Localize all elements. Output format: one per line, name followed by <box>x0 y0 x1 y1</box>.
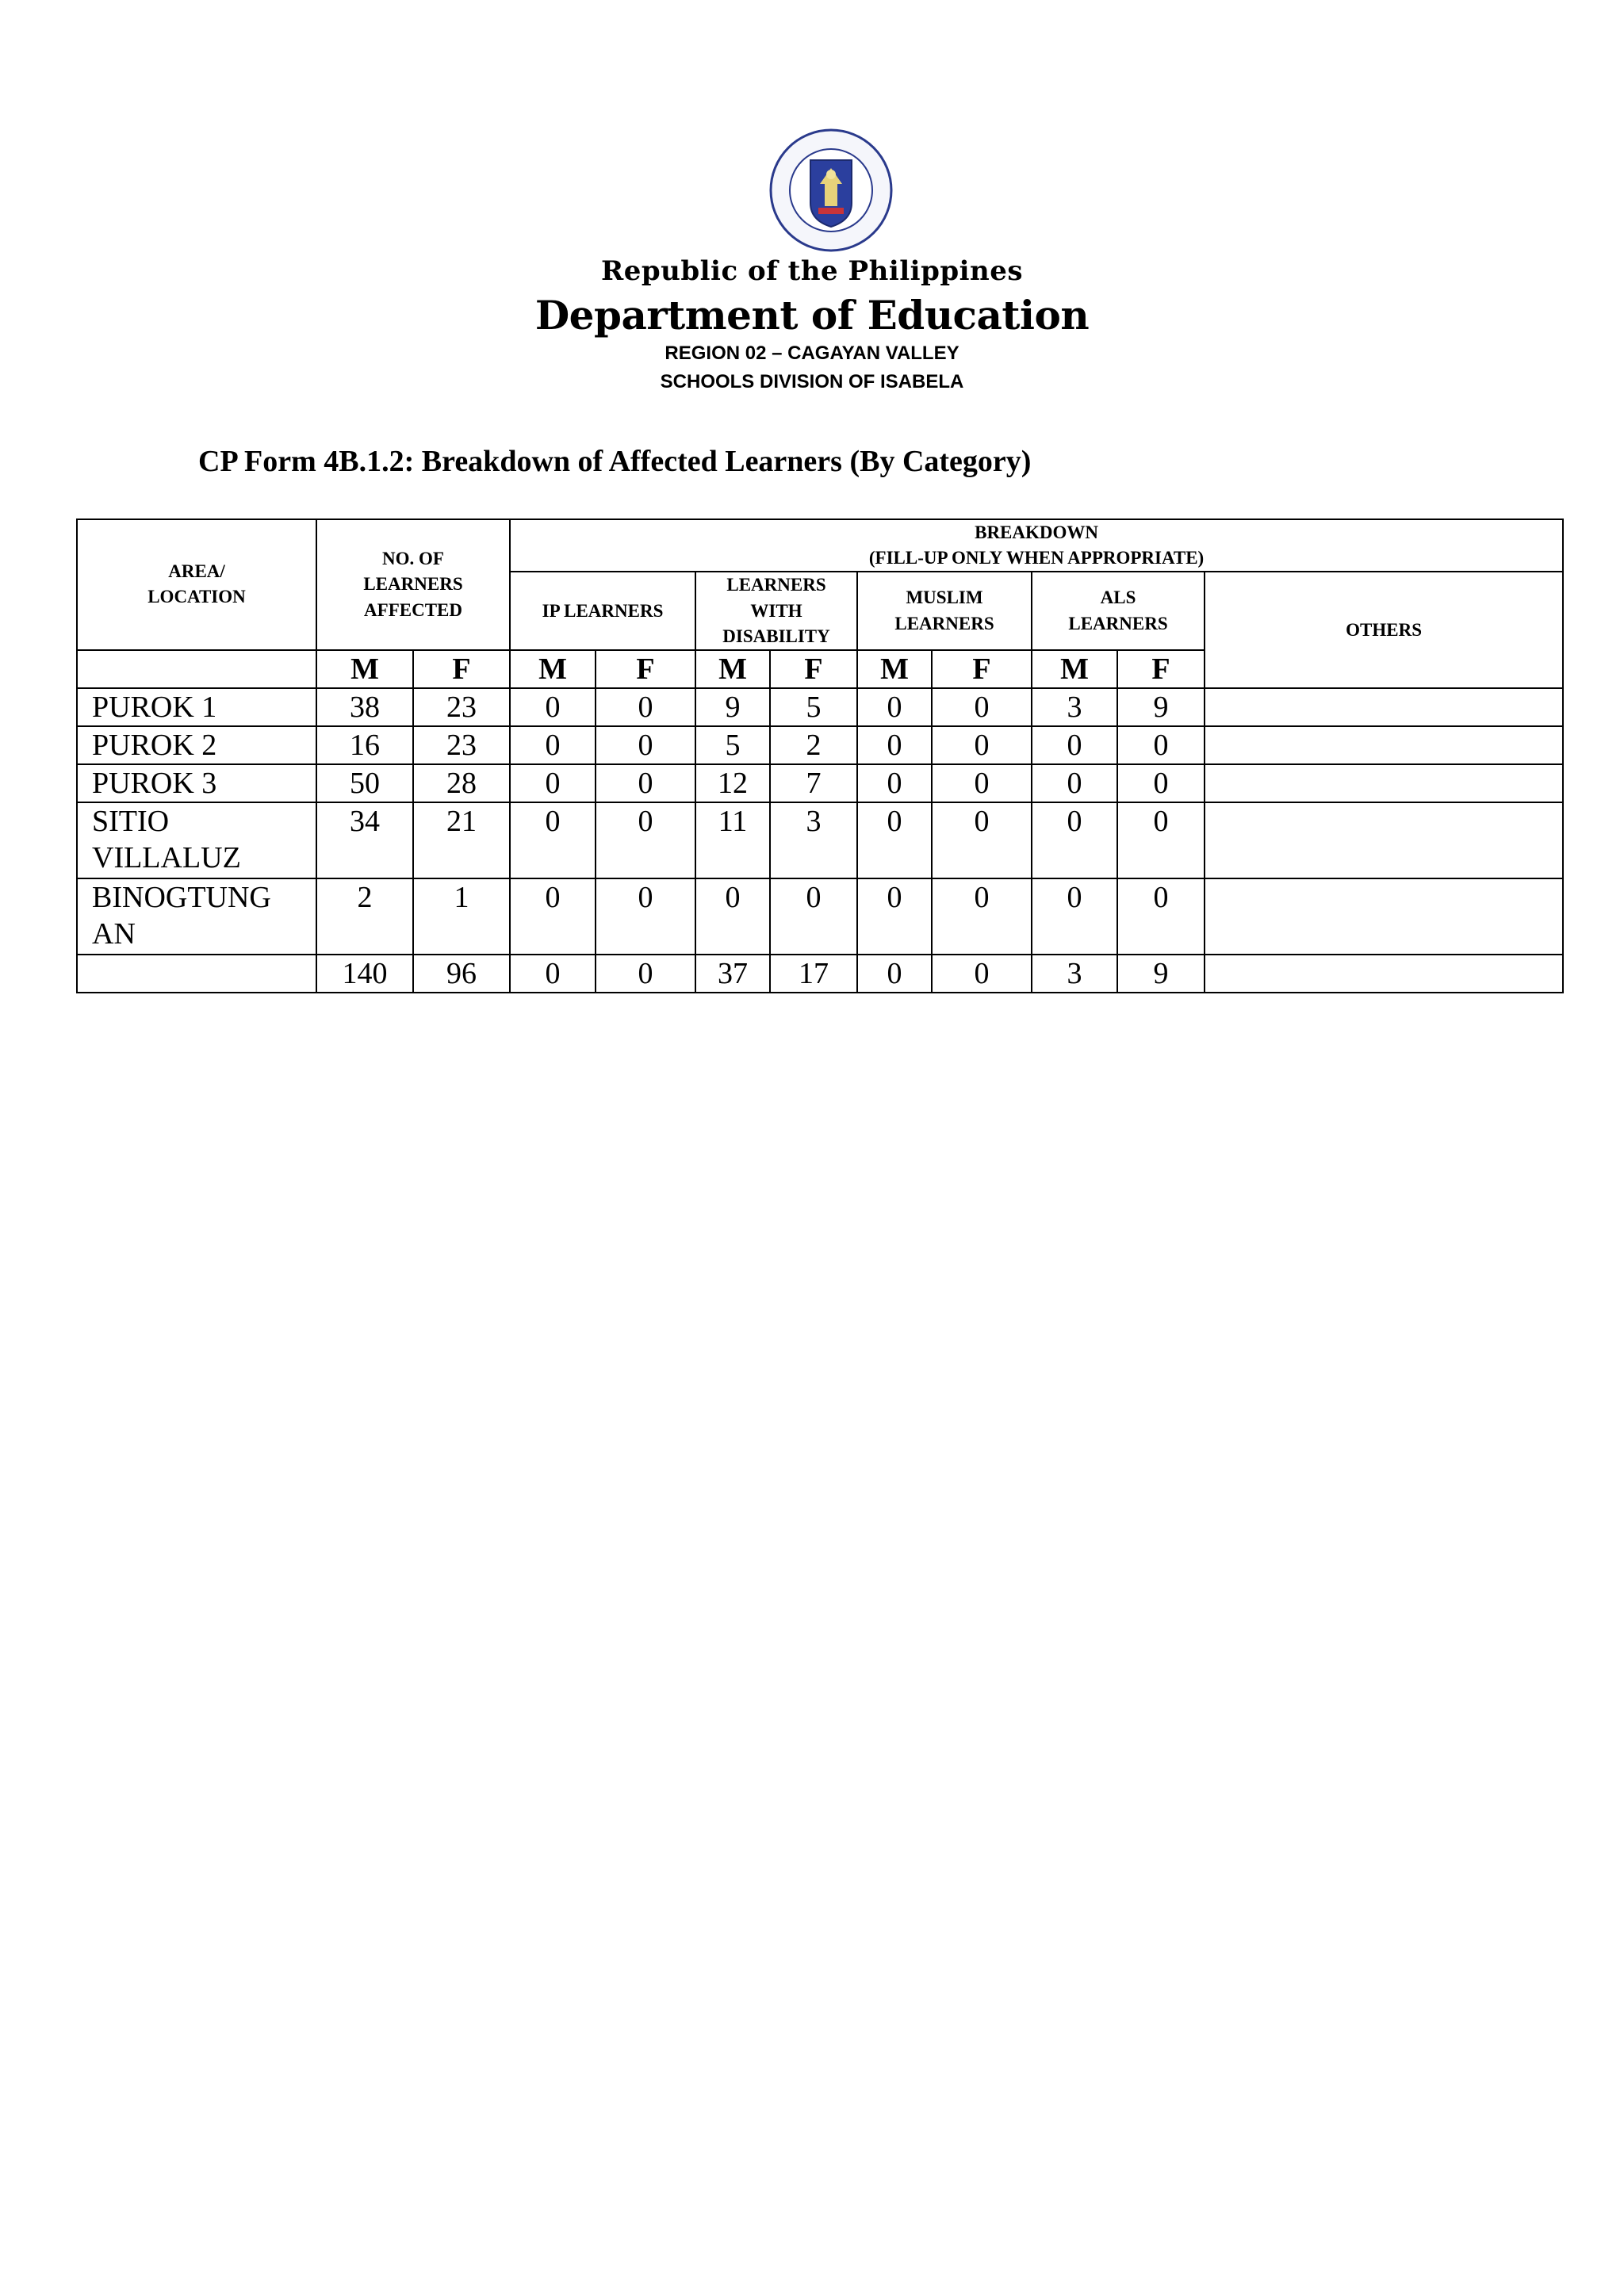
area-cell <box>77 955 316 993</box>
header-muslim-line: LEARNERS <box>894 613 994 633</box>
value-cell: 0 <box>510 802 596 878</box>
table-body <box>77 688 1563 993</box>
value-cell: 28 <box>413 764 510 802</box>
area-line: PUROK 1 <box>92 690 217 724</box>
sex-header-cell: F <box>770 650 857 688</box>
value-cell: 0 <box>1032 726 1117 764</box>
value-cell: 0 <box>1032 878 1117 955</box>
area-cell <box>77 764 316 802</box>
header-disability-line: WITH <box>750 600 802 621</box>
area-line: VILLALUZ <box>92 840 241 874</box>
header-area-location <box>77 519 316 650</box>
header-affected-line: NO. OF <box>382 549 444 569</box>
value-cell: 0 <box>857 764 932 802</box>
value-cell: 0 <box>857 878 932 955</box>
value-cell: 0 <box>510 764 596 802</box>
value-cell: 140 <box>316 955 413 993</box>
value-cell: 0 <box>932 688 1032 726</box>
value-cell: 9 <box>695 688 770 726</box>
table-row <box>77 878 1563 955</box>
sex-header-cell: F <box>596 650 695 688</box>
header-muslim-learners <box>857 572 1032 650</box>
value-cell: 0 <box>596 878 695 955</box>
header-breakdown-line: (FILL-UP ONLY WHEN APPROPRIATE) <box>868 548 1205 568</box>
header-als-line: ALS <box>1100 587 1136 608</box>
value-cell: 0 <box>510 688 596 726</box>
value-cell: 11 <box>695 802 770 878</box>
area-cell <box>77 802 316 878</box>
area-line: BINOGTUNG <box>92 880 271 914</box>
value-cell: 0 <box>857 726 932 764</box>
sex-header-cell: M <box>857 650 932 688</box>
value-cell: 0 <box>932 726 1032 764</box>
value-cell: 96 <box>413 955 510 993</box>
others-cell <box>1205 955 1563 993</box>
sex-header-cell: M <box>510 650 596 688</box>
value-cell: 3 <box>770 802 857 878</box>
area-line: AN <box>92 916 136 951</box>
value-cell: 0 <box>510 955 596 993</box>
header-area-line: LOCATION <box>147 587 246 607</box>
value-cell: 21 <box>413 802 510 878</box>
area-cell <box>77 688 316 726</box>
value-cell: 2 <box>316 878 413 955</box>
area-line: SITIO <box>92 804 170 838</box>
region-line: REGION 02 – CAGAYAN VALLEY <box>665 342 959 364</box>
value-cell: 0 <box>596 764 695 802</box>
table-row <box>77 802 1563 878</box>
table-row <box>77 726 1563 764</box>
value-cell: 0 <box>695 878 770 955</box>
value-cell: 0 <box>1117 726 1205 764</box>
department-heading: Department of Education <box>534 292 1090 339</box>
others-cell <box>1205 878 1563 955</box>
value-cell: 37 <box>695 955 770 993</box>
value-cell: 0 <box>932 955 1032 993</box>
form-title: CP Form 4B.1.2: Breakdown of Affected Learners (By Category) <box>198 445 1032 478</box>
table-row <box>77 764 1563 802</box>
value-cell: 3 <box>1032 688 1117 726</box>
area-cell <box>77 726 316 764</box>
value-cell: 12 <box>695 764 770 802</box>
value-cell: 0 <box>510 878 596 955</box>
value-cell: 5 <box>770 688 857 726</box>
header-disability-line: LEARNERS <box>726 575 826 595</box>
others-cell <box>1205 726 1563 764</box>
value-cell: 0 <box>1117 802 1205 878</box>
value-cell: 0 <box>857 688 932 726</box>
sex-header-cell: M <box>316 650 413 688</box>
value-cell: 2 <box>770 726 857 764</box>
sex-header-cell: F <box>413 650 510 688</box>
sex-header-blank <box>77 650 316 688</box>
area-line: PUROK 3 <box>92 766 217 800</box>
value-cell: 7 <box>770 764 857 802</box>
table-row <box>77 688 1563 726</box>
learners-breakdown-table <box>76 519 1564 993</box>
header-breakdown-line: BREAKDOWN <box>975 522 1099 542</box>
area-cell <box>77 878 316 955</box>
value-cell: 0 <box>932 764 1032 802</box>
header-disability-line: DISABILITY <box>722 626 830 646</box>
header-als-learners <box>1032 572 1205 650</box>
division-line: SCHOOLS DIVISION OF ISABELA <box>660 371 964 392</box>
value-cell: 16 <box>316 726 413 764</box>
value-cell: 5 <box>695 726 770 764</box>
value-cell: 0 <box>596 688 695 726</box>
others-cell <box>1205 802 1563 878</box>
value-cell: 0 <box>1032 764 1117 802</box>
republic-heading: Republic of the Philippines <box>600 255 1024 287</box>
value-cell: 0 <box>596 955 695 993</box>
value-cell: 1 <box>413 878 510 955</box>
value-cell: 38 <box>316 688 413 726</box>
sex-header-cell: F <box>932 650 1032 688</box>
header-ip-learners: IP LEARNERS <box>510 572 695 650</box>
value-cell: 0 <box>596 726 695 764</box>
deped-seal-icon <box>755 127 907 254</box>
value-cell: 23 <box>413 688 510 726</box>
value-cell: 0 <box>1117 878 1205 955</box>
value-cell: 0 <box>596 802 695 878</box>
value-cell: 0 <box>1032 802 1117 878</box>
value-cell: 17 <box>770 955 857 993</box>
header-breakdown <box>510 519 1563 572</box>
area-line: PUROK 2 <box>92 728 217 762</box>
header-affected-line: AFFECTED <box>364 599 462 620</box>
value-cell: 0 <box>1117 764 1205 802</box>
sex-header-cell: M <box>1032 650 1117 688</box>
table-row <box>77 955 1563 993</box>
value-cell: 0 <box>510 726 596 764</box>
value-cell: 0 <box>857 802 932 878</box>
value-cell: 0 <box>857 955 932 993</box>
value-cell: 9 <box>1117 688 1205 726</box>
sex-header-cell: F <box>1117 650 1205 688</box>
others-cell <box>1205 688 1563 726</box>
header-muslim-line: MUSLIM <box>906 587 983 608</box>
value-cell: 0 <box>932 802 1032 878</box>
deped-seal <box>755 127 907 254</box>
header-area-line: AREA/ <box>168 561 225 582</box>
header-als-line: LEARNERS <box>1068 613 1168 633</box>
value-cell: 50 <box>316 764 413 802</box>
sex-header-cell: M <box>695 650 770 688</box>
others-cell <box>1205 764 1563 802</box>
value-cell: 0 <box>932 878 1032 955</box>
header-learners-with-disability <box>695 572 857 650</box>
value-cell: 0 <box>770 878 857 955</box>
header-learners-affected <box>316 519 510 650</box>
value-cell: 3 <box>1032 955 1117 993</box>
value-cell: 9 <box>1117 955 1205 993</box>
header-affected-line: LEARNERS <box>363 574 463 595</box>
header-others: OTHERS <box>1205 572 1563 688</box>
value-cell: 23 <box>413 726 510 764</box>
value-cell: 34 <box>316 802 413 878</box>
